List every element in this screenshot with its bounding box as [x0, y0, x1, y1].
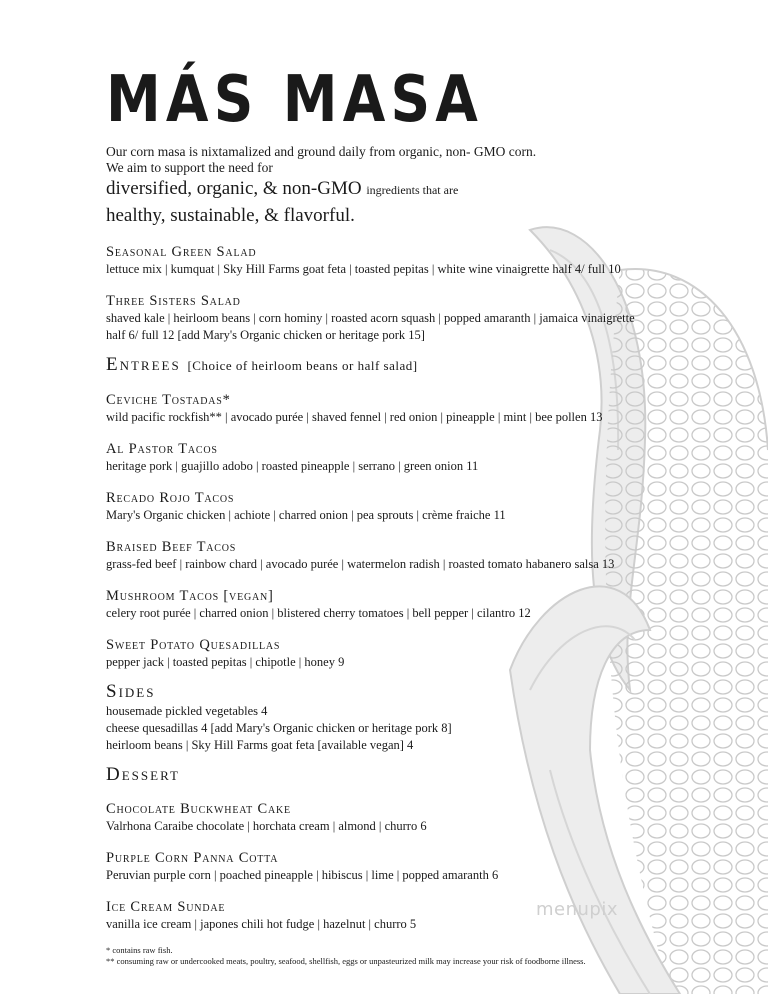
item-desc: heritage pork | guajillo adobo | roasted pineapple | serrano | green onion 11 [106, 459, 479, 473]
intro-line-3-small: ingredients that are [366, 183, 459, 197]
intro-line-3-big: diversified, organic, & non-GMO [106, 178, 362, 199]
item-name: Ice Cream Sundae [106, 899, 226, 915]
menu-item-al-pastor-tacos [106, 440, 746, 475]
item-name: Braised Beef Tacos [106, 539, 237, 555]
menu-item-purple-corn-panna-cotta [106, 849, 746, 884]
side-item: cheese quesadillas 4 [add Mary's Organic chicken or heritage pork 8] [106, 721, 452, 735]
menu-item-sweet-potato-quesadillas [106, 636, 746, 671]
item-name: Mushroom Tacos [vegan] [106, 588, 274, 604]
side-item: heirloom beans | Sky Hill Farms goat feta [available vegan] 4 [106, 738, 414, 752]
item-name: Seasonal Green Salad [106, 244, 257, 260]
sides-heading: Sides [106, 681, 156, 702]
item-desc: Mary's Organic chicken | achiote | charred onion | pea sprouts | crème fraiche 11 [106, 508, 506, 522]
item-desc: Peruvian purple corn | poached pineapple | hibiscus | lime | popped amaranth 6 [106, 868, 499, 882]
menu-item-seasonal-green-salad [106, 243, 746, 278]
section-heading [106, 354, 746, 377]
footnote: * contains raw fish. [106, 945, 173, 955]
side-item: housemade pickled vegetables 4 [106, 704, 268, 718]
menu-item-chocolate-buckwheat-cake [106, 800, 746, 835]
item-name: Recado Rojo Tacos [106, 490, 235, 506]
item-name: Ceviche Tostadas* [106, 392, 231, 408]
footnote: ** consuming raw or undercooked meats, poultry, seafood, shellfish, eggs or unpasteurized milk may increase your risk of foodborne illness. [106, 956, 586, 966]
intro-line-4: healthy, sustainable, & flavorful. [106, 205, 355, 226]
section-sides [106, 681, 746, 754]
item-desc-2: half 6/ full 12 [add Mary's Organic chicken or heritage pork 15] [106, 328, 425, 342]
footnotes [106, 945, 746, 967]
entrees-note: [Choice of heirloom beans or half salad] [187, 358, 418, 373]
restaurant-title: MÁS MASA [106, 63, 484, 137]
intro-line-3 [106, 176, 746, 203]
entrees-heading: Entrees [106, 354, 181, 375]
section-dessert [106, 764, 746, 933]
menu-page [106, 60, 746, 967]
item-desc: celery root purée | charred onion | blistered cherry tomatoes | bell pepper | cilantro 12 [106, 606, 531, 620]
menu-item-mushroom-tacos [106, 587, 746, 622]
intro [106, 144, 746, 229]
menu-item-recado-rojo-tacos [106, 489, 746, 524]
item-desc: Valrhona Caraibe chocolate | horchata cream | almond | churro 6 [106, 819, 427, 833]
item-name: Sweet Potato Quesadillas [106, 637, 281, 653]
menu-item-ice-cream-sundae [106, 898, 746, 933]
intro-line-1: Our corn masa is nixtamalized and ground daily from organic, non- GMO corn. [106, 144, 537, 159]
section-entrees [106, 354, 746, 671]
intro-line-2: We aim to support the need for [106, 160, 273, 175]
item-desc: wild pacific rockfish** | avocado purée | shaved fennel | red onion | pineapple | mint | bee pollen 13 [106, 410, 603, 424]
item-name: Al Pastor Tacos [106, 441, 218, 457]
menu-item-three-sisters-salad [106, 292, 746, 344]
menupix-watermark: menupix [536, 899, 619, 920]
item-name: Three Sisters Salad [106, 293, 241, 309]
item-desc: vanilla ice cream | japones chili hot fudge | hazelnut | churro 5 [106, 917, 417, 931]
item-desc: pepper jack | toasted pepitas | chipotle | honey 9 [106, 655, 345, 669]
item-name: Purple Corn Panna Cotta [106, 850, 279, 866]
item-desc: lettuce mix | kumquat | Sky Hill Farms goat feta | toasted pepitas | white wine vinaigrette half 4/ full 10 [106, 262, 621, 276]
menu-item-ceviche-tostadas [106, 391, 746, 426]
dessert-heading: Dessert [106, 764, 180, 785]
item-desc: shaved kale | heirloom beans | corn hominy | roasted acorn squash | popped amaranth | jamaica vinaigrette [106, 311, 635, 325]
item-name: Chocolate Buckwheat Cake [106, 801, 291, 817]
item-desc: grass-fed beef | rainbow chard | avocado purée | watermelon radish | roasted tomato habanero salsa 13 [106, 557, 615, 571]
menu-item-braised-beef-tacos [106, 538, 746, 573]
